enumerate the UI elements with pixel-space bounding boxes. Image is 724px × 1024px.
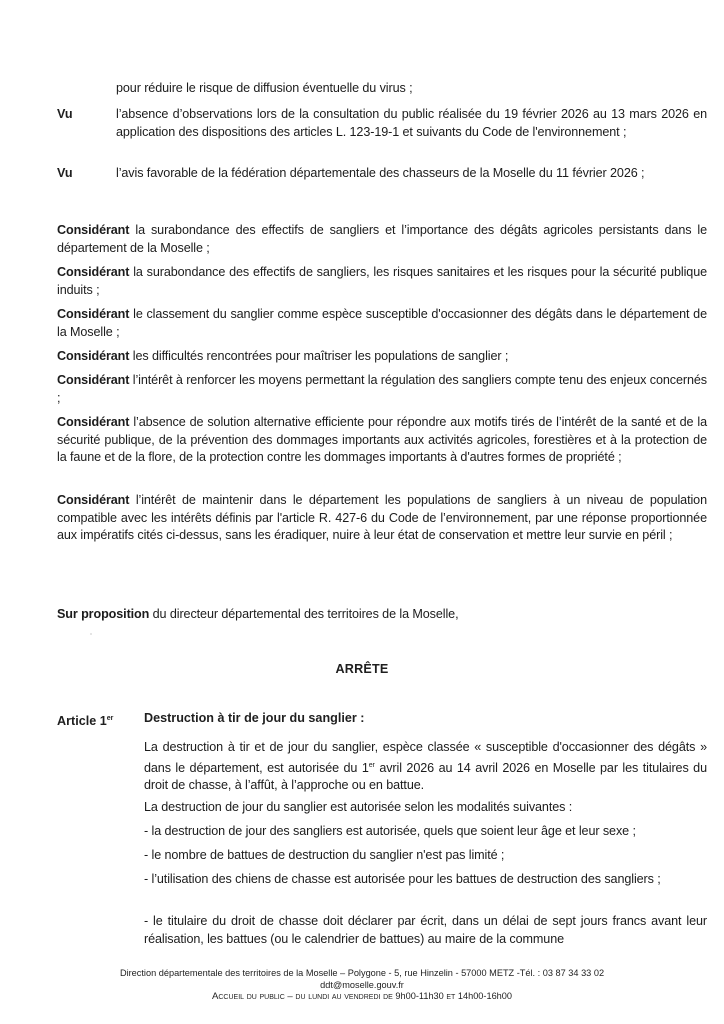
considerant-text: l’intérêt de maintenir dans le département les populations de sangliers à un niveau de population compatible avec les intérêts définis par l'article R. 427-6 du Code de l’environnement, par une réponse proportionnée aux impératifs cités ci-dessus, sans les éradiquer, nuire à leur état de conservation et mettre leur survie en péril ; [57,493,707,543]
considerant-clause [57,414,707,467]
considerant-clause [57,306,707,341]
considerant-label: Considérant [57,223,130,237]
list-item: - le nombre de battues de destruction du sanglier n'est pas limité ; [144,848,505,862]
footer-address: Direction départementale des territoires de la Moselle – Polygone - 5, rue Hinzelin - 57000 METZ -Tél. : 03 87 34 33 02 [119,968,605,978]
considerant-clause [57,264,707,299]
article-number-sup: er [106,715,114,722]
considerant-text: la surabondance des effectifs de sangliers et l’importance des dégâts agricoles persistants dans le département de la Moselle ; [57,223,708,255]
article-number: Article 1 [57,714,107,728]
considerant-clause [57,492,707,545]
footer-hours-morning: 9h00-11h30 [395,991,444,1001]
considerant-label: Considérant [57,265,130,279]
considerant-label: Considérant [57,307,130,321]
list-item: - l’utilisation des chiens de chasse est autorisée pour les battues de destruction des sangliers ; [144,872,661,886]
vu-text: l’absence d’observations lors de la consultation du public réalisée du 19 février 2026 au 13 mars 2026 en application des dispositions des articles L. 123-19-1 et suivants du Code de l'environnement ; [116,107,707,139]
vu-text: l’avis favorable de la fédération départementale des chasseurs de la Moselle du 11 février 2026 ; [116,166,645,180]
considerant-clause [57,372,707,407]
considerant-label: Considérant [57,349,130,363]
proposition-text: du directeur départemental des territoires de la Moselle, [152,607,459,621]
considerant-text: l’intérêt à renforcer les moyens permettant la régulation des sangliers compte tenu des enjeux concernés ; [57,373,707,405]
considerant-text: la surabondance des effectifs de sangliers, les risques sanitaires et les risques pour la sécurité publique induits ; [57,265,708,297]
proposition-line [57,606,707,624]
list-item: - le titulaire du droit de chasse doit déclarer par écrit, dans un délai de sept jours francs avant leur réalisation, les battues (ou le calendrier de battues) au maire de la commune [144,914,707,946]
page-footer [0,968,724,1003]
footer-hours-label: Accueil du public – du lundi au vendredi de [211,991,393,1002]
article-paragraph [144,739,707,795]
list-item: - la destruction de jour des sangliers est autorisée, quels que soient leur âge et leur sexe ; [144,824,636,838]
footer-hours [0,991,724,1003]
vu-label: Vu [57,107,73,121]
considerant-text: le classement du sanglier comme espèce susceptible d'occasionner des dégâts dans le département de la Moselle ; [57,307,707,339]
continuation-line: pour réduire le risque de diffusion éventuelle du virus ; [116,81,413,95]
para-text: La destruction à tir et de jour du sanglier, espèce classée « susceptible d'occasionner des dégâts » dans le département, est autorisée du 1 [144,740,707,775]
vu-label: Vu [57,166,73,180]
para-sup: er [368,761,375,769]
article-title: Destruction à tir de jour du sanglier : [144,711,365,725]
considerant-text: les difficultés rencontrées pour maîtriser les populations de sanglier ; [132,349,509,363]
para-text: avril 2026 au 14 avril 2026 en Moselle par les titulaires du droit de chasse, à l’affût, à l’approche ou en battue. [144,760,707,793]
considerant-text: l’absence de solution alternative efficiente pour répondre aux motifs tirés de l’intérêt de la santé et de la sécurité publique, de la prévention des dommages importants aux activités agricoles, forestières et à la protection de la faune et de la flore, de la protection contre les dommages importants à d'autres formes de propriété ; [57,415,707,465]
scan-speck [90,633,92,635]
footer-hours-afternoon: 14h00-16h00 [457,991,513,1001]
considerant-label: Considérant [57,373,130,387]
footer-hours-and: et [446,991,456,1002]
arrete-heading: ARRÊTE [335,662,389,676]
footer-email: ddt@moselle.gouv.fr [320,979,404,990]
article-label [57,710,113,731]
considerant-label: Considérant [57,493,130,507]
article-paragraph: La destruction de jour du sanglier est autorisée selon les modalités suivantes : [144,800,573,814]
considerant-clause [57,222,707,257]
considerant-label: Considérant [57,415,130,429]
considerant-clause [57,348,707,366]
proposition-label: Sur proposition [57,607,150,621]
